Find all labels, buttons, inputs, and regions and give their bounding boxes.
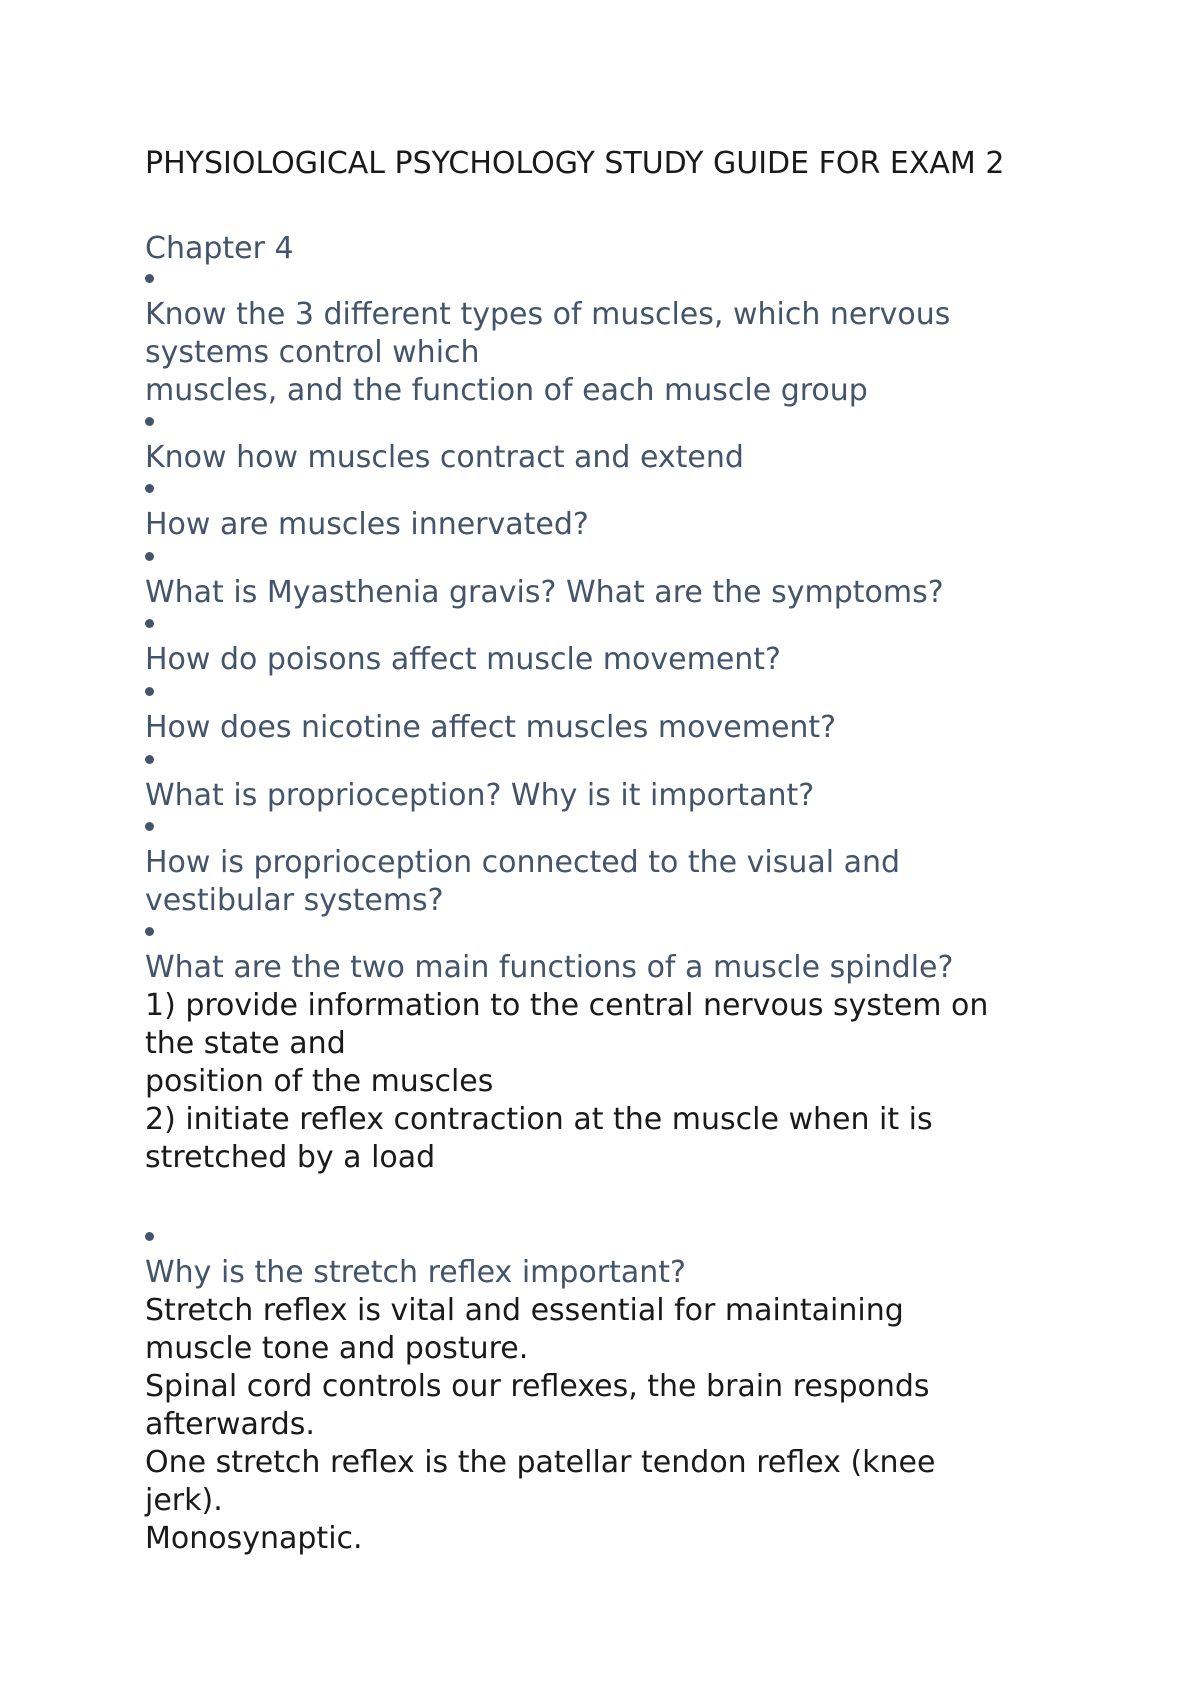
chapter-heading: Chapter 4 bbox=[145, 231, 294, 266]
answer-line: 1) provide information to the central nervous system on bbox=[145, 988, 989, 1023]
answer-line: the state and bbox=[145, 1026, 346, 1061]
question-line: How do poisons affect muscle movement? bbox=[145, 642, 781, 677]
question-line: How is proprioception connected to the visual and bbox=[145, 845, 901, 880]
answer-line: Stretch reflex is vital and essential for maintaining bbox=[145, 1293, 904, 1328]
question-line: vestibular systems? bbox=[145, 883, 444, 918]
question-line: What is proprioception? Why is it important? bbox=[145, 778, 815, 813]
bullet-icon bbox=[145, 619, 154, 628]
bullet-icon bbox=[145, 755, 154, 764]
bullet-icon bbox=[145, 417, 154, 426]
bullet-icon bbox=[145, 687, 154, 696]
document-title: PHYSIOLOGICAL PSYCHOLOGY STUDY GUIDE FOR EXAM 2 bbox=[145, 146, 1005, 181]
bullet-icon bbox=[145, 822, 154, 831]
answer-line: 2) initiate reflex contraction at the muscle when it is bbox=[145, 1102, 933, 1137]
question-line: Know how muscles contract and extend bbox=[145, 440, 744, 475]
question-line: How does nicotine affect muscles movement? bbox=[145, 710, 837, 745]
answer-line: jerk). bbox=[145, 1483, 223, 1518]
bullet-icon bbox=[145, 274, 154, 283]
answer-line: position of the muscles bbox=[145, 1064, 494, 1099]
answer-line: One stretch reflex is the patellar tendon reflex (knee bbox=[145, 1445, 936, 1480]
question-line: What are the two main functions of a muscle spindle? bbox=[145, 950, 954, 985]
question-line: How are muscles innervated? bbox=[145, 507, 589, 542]
question-line: systems control which bbox=[145, 335, 480, 370]
answer-line: Spinal cord controls our reflexes, the brain responds bbox=[145, 1369, 930, 1404]
question-line: Know the 3 different types of muscles, which nervous bbox=[145, 297, 951, 332]
bullet-icon bbox=[145, 1232, 154, 1241]
bullet-icon bbox=[145, 552, 154, 561]
answer-line: afterwards. bbox=[145, 1407, 315, 1442]
question-line: Why is the stretch reflex important? bbox=[145, 1255, 686, 1290]
bullet-icon bbox=[145, 484, 154, 493]
answer-line: Monosynaptic. bbox=[145, 1521, 363, 1556]
question-line: muscles, and the function of each muscle group bbox=[145, 373, 868, 408]
bullet-icon bbox=[145, 927, 154, 936]
answer-line: muscle tone and posture. bbox=[145, 1331, 529, 1366]
question-line: What is Myasthenia gravis? What are the symptoms? bbox=[145, 575, 944, 610]
answer-line: stretched by a load bbox=[145, 1140, 436, 1175]
